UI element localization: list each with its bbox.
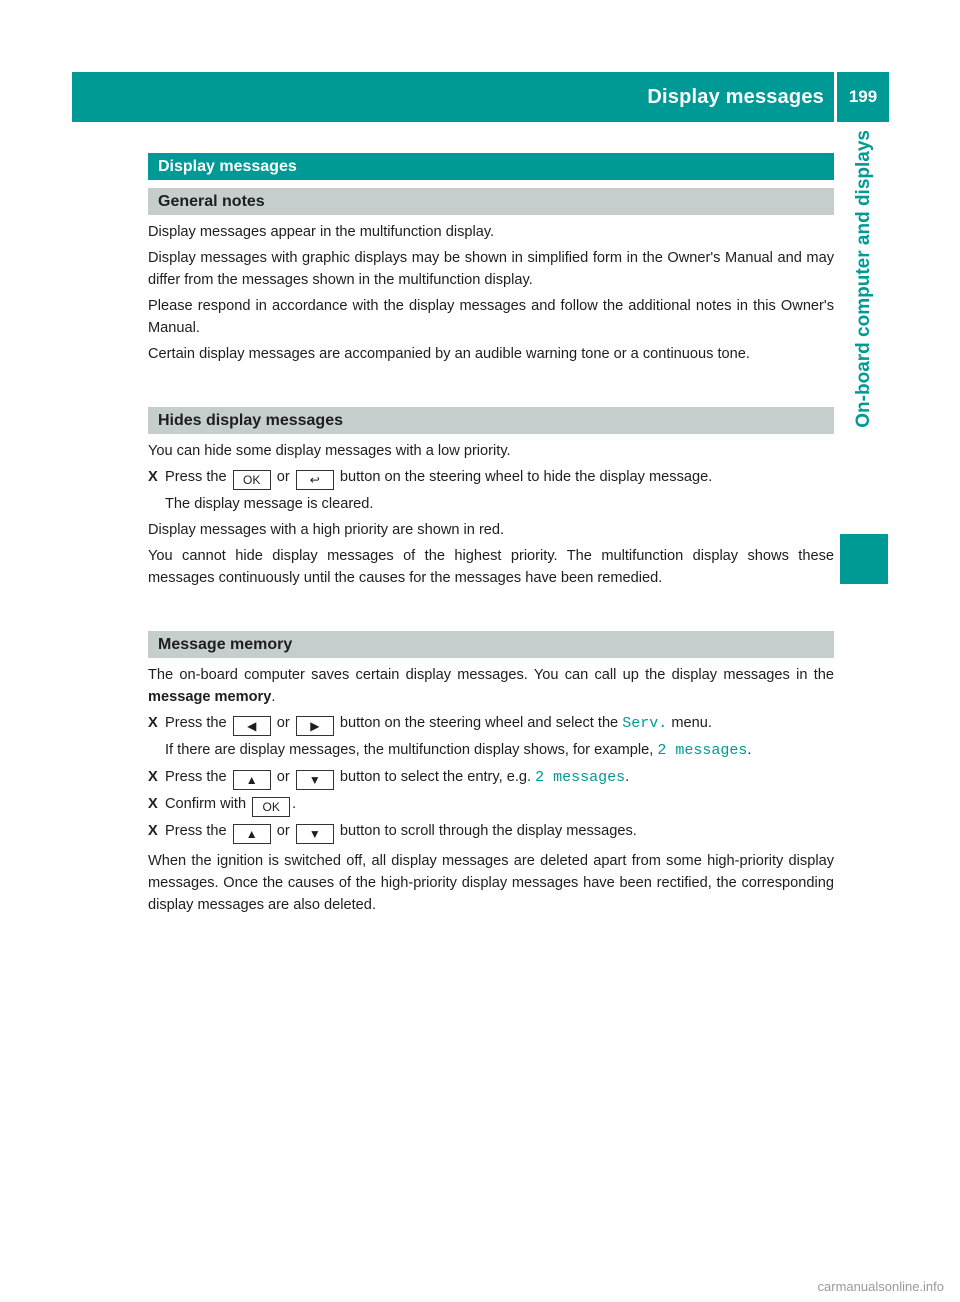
- paragraph: Display messages appear in the multifunction display.: [148, 224, 495, 240]
- section-title: Display messages: [148, 153, 834, 180]
- instruction-step: X Press the ◀ or ▶ button on the steering wheel and select the Serv. menu.: [148, 712, 834, 736]
- up-arrow-button-icon: ▲: [233, 824, 271, 844]
- step-result: The display message is cleared.: [165, 496, 374, 512]
- page-header-banner: [72, 72, 889, 122]
- side-tab-marker: [840, 534, 888, 584]
- step-marker: X: [148, 796, 158, 812]
- step-marker: X: [148, 469, 158, 485]
- back-button-icon: ↩: [296, 470, 334, 490]
- down-arrow-button-icon: ▼: [296, 770, 334, 790]
- instruction-step: X Press the ▲ or ▼ button to select the entry, e.g. 2 messages.: [148, 766, 834, 790]
- subsection-message-memory: Message memory: [148, 631, 834, 658]
- display-text: Serv.: [622, 715, 668, 732]
- instruction-step: X Press the ▲ or ▼ button to scroll through the display messages.: [148, 820, 834, 844]
- paragraph: The on-board computer saves certain display messages. You can call up the display messages in the message memory.: [148, 667, 834, 705]
- subsection-general-notes: General notes: [148, 188, 834, 215]
- paragraph: You cannot hide display messages of the highest priority. The multifunction display shows these messages continuously until the causes for the messages have been remedied.: [148, 548, 834, 586]
- left-arrow-button-icon: ◀: [233, 716, 271, 736]
- display-text: 2 messages: [657, 742, 748, 759]
- bold-term: message memory: [148, 689, 272, 705]
- instruction-step: X Confirm with OK .: [148, 793, 834, 817]
- paragraph: When the ignition is switched off, all display messages are deleted apart from some high-priority display messages. Once the causes of the high-priority display messages have been rectified, the corresponding display messages are also deleted.: [148, 853, 834, 913]
- down-arrow-button-icon: ▼: [296, 824, 334, 844]
- subsection-hide-messages: Hides display messages: [148, 407, 834, 434]
- paragraph: Display messages with a high priority are shown in red.: [148, 522, 505, 538]
- paragraph: Certain display messages are accompanied by an audible warning tone or a continuous tone.: [148, 346, 750, 362]
- side-tab-label: On-board computer and displays: [853, 130, 874, 428]
- header-title: Display messages: [647, 85, 824, 108]
- display-text: 2 messages: [535, 769, 626, 786]
- paragraph: Display messages with graphic displays may be shown in simplified form in the Owner's Manual and may differ from the messages shown in the multifunction display.: [148, 250, 834, 288]
- step-marker: X: [148, 823, 158, 839]
- side-tab: [840, 130, 888, 540]
- paragraph: Please respond in accordance with the display messages and follow the additional notes in this Owner's Manual.: [148, 298, 834, 336]
- step-marker: X: [148, 769, 158, 785]
- watermark: carmanualsonline.info: [817, 1279, 944, 1294]
- step-result: If there are display messages, the multifunction display shows, for example, 2 messages.: [165, 742, 752, 759]
- page-content: [148, 153, 834, 920]
- ok-button-icon: OK: [252, 797, 290, 817]
- ok-button-icon: OK: [233, 470, 271, 490]
- right-arrow-button-icon: ▶: [296, 716, 334, 736]
- step-marker: X: [148, 715, 158, 731]
- page-number: 199: [848, 87, 878, 106]
- paragraph: You can hide some display messages with a low priority.: [148, 443, 511, 459]
- instruction-step: X Press the OK or ↩ button on the steering wheel to hide the display message.: [148, 466, 834, 490]
- up-arrow-button-icon: ▲: [233, 770, 271, 790]
